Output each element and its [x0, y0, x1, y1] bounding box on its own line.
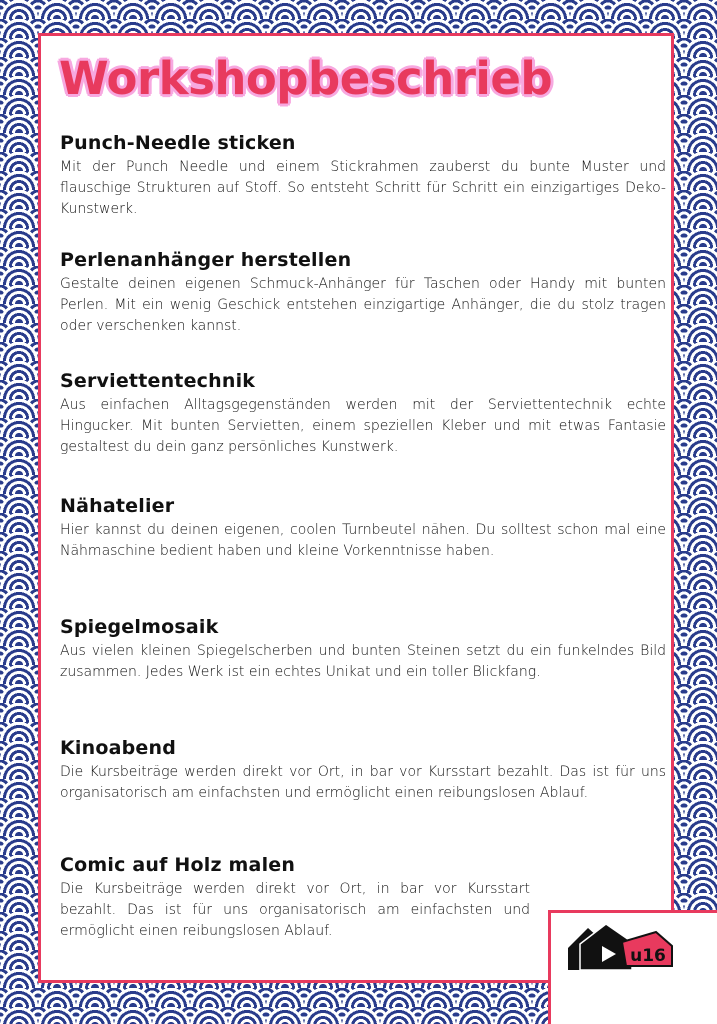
section-naehatelier [60, 495, 666, 562]
house-logo-icon [566, 920, 676, 980]
section-text: Die Kursbeiträge werden direkt vor Ort, in bar vor Kursstart bezahlt. Das ist für uns organisatorisch am einfachsten und ermöglicht einen reibungslosen Ablauf. [60, 764, 666, 801]
section-text: Hier kannst du deinen eigenen, coolen Turnbeutel nähen. Du solltest schon mal eine Nähmaschine bedient haben und kleine Vorkenntnisse haben. [60, 522, 666, 559]
section-heading: Nähatelier [60, 495, 175, 517]
section-comic-auf-holz [60, 854, 530, 942]
section-serviettentechnik [60, 370, 666, 458]
section-heading: Serviettentechnik [60, 370, 256, 392]
corner-divider-vertical [548, 910, 551, 1024]
section-text: Aus einfachen Alltagsgegenständen werden mit der Serviettentechnik echte Hingucker. Mit bunten Servietten, einem speziellen Kleber und mit etwas Fantasie gestaltest du dein ganz persönliches Kunstwerk. [60, 397, 666, 455]
section-heading: Punch-Needle sticken [60, 132, 296, 154]
section-text: Gestalte deinen eigenen Schmuck-Anhänger für Taschen oder Handy mit bunten Perlen. Mit ein wenig Geschick entstehen einzigartige Anhänger, die du stolz tragen oder verschenken kannst. [60, 276, 666, 334]
section-perlenanhaenger [60, 249, 666, 337]
section-heading: Kinoabend [60, 737, 177, 759]
section-heading: Comic auf Holz malen [60, 854, 296, 876]
section-spiegelmosaik [60, 616, 666, 683]
section-heading: Perlenanhänger herstellen [60, 249, 352, 271]
corner-divider-horizontal [548, 910, 717, 913]
section-text: Aus vielen kleinen Spiegelscherben und bunten Steinen setzt du ein funkelndes Bild zusammen. Jedes Werk ist ein echtes Unikat und ein toller Blickfang. [60, 643, 666, 680]
content-frame [38, 33, 674, 983]
section-text: Mit der Punch Needle und einem Stickrahmen zauberst du bunte Muster und flauschige Strukturen auf Stoff. So entsteht Schritt für Schritt ein einzigartiges Deko-Kunstwerk. [60, 159, 666, 217]
section-kinoabend [60, 737, 666, 804]
section-punch-needle [60, 132, 666, 220]
section-heading: Spiegelmosaik [60, 616, 219, 638]
page-title: Workshopbeschrieb [59, 52, 553, 105]
section-text: Die Kursbeiträge werden direkt vor Ort, in bar vor Kursstart bezahlt. Das ist für uns organisatorisch am einfachsten und ermöglicht einen reibungslosen Ablauf. [60, 881, 530, 939]
logo-label: u16 [630, 946, 666, 966]
